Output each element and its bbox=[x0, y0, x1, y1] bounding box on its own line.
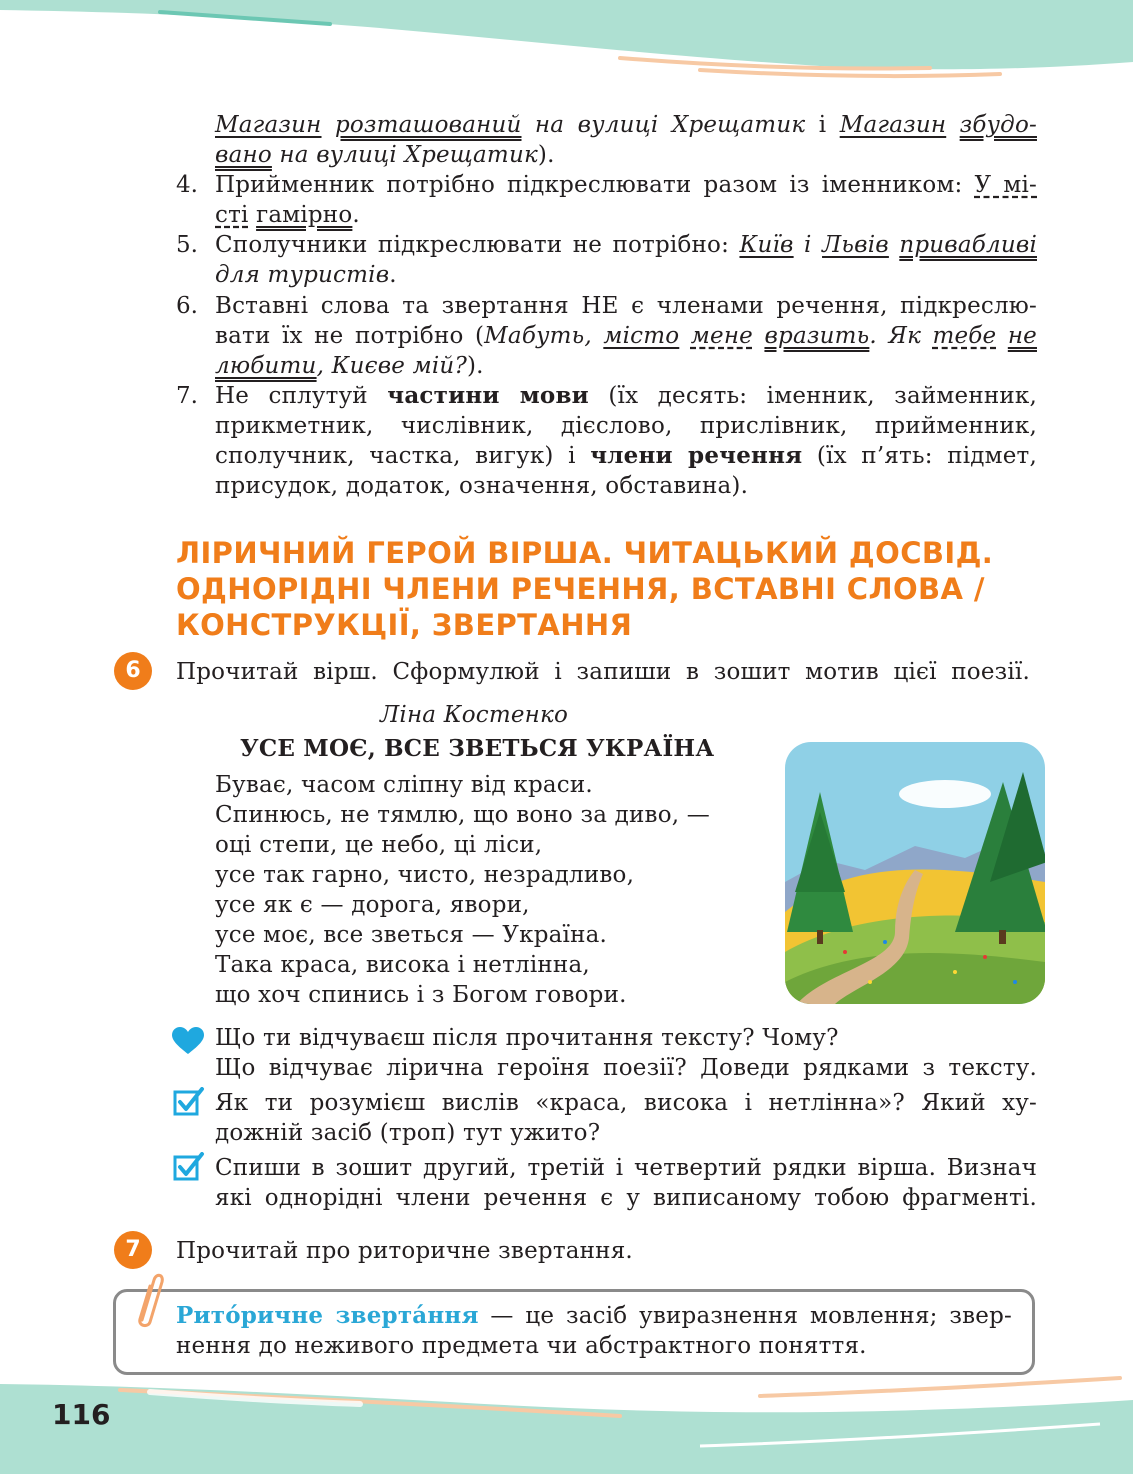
example-word: розташований bbox=[334, 112, 522, 138]
task-7-badge: 7 bbox=[114, 1231, 152, 1269]
rule-3-line-1: Магазин розташований на вулиці Хрещатик і Магазин збудо- bbox=[215, 112, 1037, 138]
rule-number: 5. bbox=[176, 232, 198, 258]
question-1-line-2: Що відчуває лірична героїня поезії? Доведи рядками з тексту. bbox=[215, 1055, 1037, 1081]
question-1-line-1: Що ти відчуваєш після прочитання тексту? Чому? bbox=[215, 1025, 839, 1051]
rule-3-line-2: вано на вулиці Хрещатик). bbox=[215, 142, 555, 168]
bottom-wave-decoration bbox=[0, 1372, 1133, 1474]
checkbox-icon bbox=[173, 1152, 205, 1182]
poem-title: УСЕ МОЄ, ВСЕ ЗВЕТЬСЯ УКРАЇНА bbox=[240, 735, 715, 762]
checkbox-icon bbox=[173, 1087, 205, 1117]
top-wave-decoration bbox=[0, 0, 1133, 90]
rule-7-line-1: Не сплутуй частини мови (їх десять: іменник, займенник, bbox=[215, 382, 1037, 409]
poem-line: що хоч спинись і з Богом говори. bbox=[215, 982, 627, 1008]
task-7-text: Прочитай про риторичне звертання. bbox=[176, 1238, 633, 1264]
poem-line: усе так гарно, чисто, незрадливо, bbox=[215, 862, 635, 888]
paperclip-icon bbox=[132, 1270, 166, 1328]
rule-6-line-3: любити, Києве мій?). bbox=[215, 353, 484, 379]
example-word: збудо- bbox=[959, 112, 1037, 138]
rule-5-line-2: для туристів. bbox=[215, 262, 397, 288]
task-6-badge: 6 bbox=[114, 652, 152, 690]
example-word: Магазин bbox=[839, 112, 947, 138]
rule-number: 7. bbox=[176, 383, 198, 409]
rule-4-line-2: сті гамірно. bbox=[215, 202, 360, 228]
poem-line: усе моє, все зветься — Україна. bbox=[215, 922, 608, 948]
rule-number: 6. bbox=[176, 293, 198, 319]
rule-7-line-3: сполучник, частка, вигук) і члени речення (їх п’ять: підмет, bbox=[215, 442, 1037, 469]
definition-line-2: нення до неживого предмета чи абстрактного поняття. bbox=[176, 1333, 867, 1359]
poem-line: Буває, часом сліпну від краси. bbox=[215, 772, 593, 798]
question-3-line-2: які однорідні члени речення є у виписаному тобою фрагменті. bbox=[215, 1185, 1037, 1211]
poem-line: Така краса, висока і нетлінна, bbox=[215, 952, 590, 978]
question-2-line-2: дожній засіб (троп) тут ужито? bbox=[215, 1120, 601, 1146]
definition-term: Рито́ричне зверта́ння bbox=[176, 1302, 479, 1329]
definition-line-1: Рито́ричне зверта́ння — це засіб увиразнення мовлення; звер- bbox=[176, 1302, 1012, 1329]
rule-4-line-1: Прийменник потрібно підкреслювати разом із іменником: У мі- bbox=[215, 172, 1037, 198]
landscape-illustration bbox=[785, 742, 1045, 1004]
example-word: Магазин bbox=[215, 112, 322, 138]
rule-5-line-1: Сполучники підкреслювати не потрібно: Київ і Львів привабливі bbox=[215, 232, 1037, 258]
task-6-text: Прочитай вірш. Сформулюй і запиши в зошит мотив цієї поезії. bbox=[176, 659, 1030, 685]
section-heading-line-1: ЛІРИЧНИЙ ГЕРОЙ ВІРША. ЧИТАЦЬКИЙ ДОСВІД. bbox=[176, 536, 994, 570]
poem-line: усе як є — дорога, явори, bbox=[215, 892, 530, 918]
question-3-line-1: Спиши в зошит другий, третій і четвертий рядки вірша. Визнач bbox=[215, 1155, 1037, 1181]
heart-icon bbox=[171, 1027, 205, 1055]
rule-6-line-2: вати їх не потрібно (Мабуть, місто мене вразить. Як тебе не bbox=[215, 323, 1037, 349]
section-heading-line-3: КОНСТРУКЦІЇ, ЗВЕРТАННЯ bbox=[176, 608, 633, 642]
rule-number: 4. bbox=[176, 172, 198, 198]
rule-7-line-4: присудок, додаток, означення, обставина). bbox=[215, 473, 749, 499]
poem-author: Ліна Костенко bbox=[380, 702, 569, 728]
page-number: 116 bbox=[52, 1398, 111, 1431]
poem-line: оці степи, це небо, ці ліси, bbox=[215, 832, 543, 858]
question-2-line-1: Як ти розумієш вислів «краса, висока і нетлінна»? Який ху- bbox=[215, 1090, 1037, 1116]
section-heading-line-2: ОДНОРІДНІ ЧЛЕНИ РЕЧЕННЯ, ВСТАВНІ СЛОВА / bbox=[176, 572, 985, 606]
rule-7-line-2: прикметник, числівник, дієслово, прислівник, прийменник, bbox=[215, 413, 1037, 439]
poem-line: Спинюсь, не тямлю, що воно за диво, — bbox=[215, 802, 710, 828]
rule-6-line-1: Вставні слова та звертання НЕ є членами речення, підкреслю- bbox=[215, 293, 1037, 319]
